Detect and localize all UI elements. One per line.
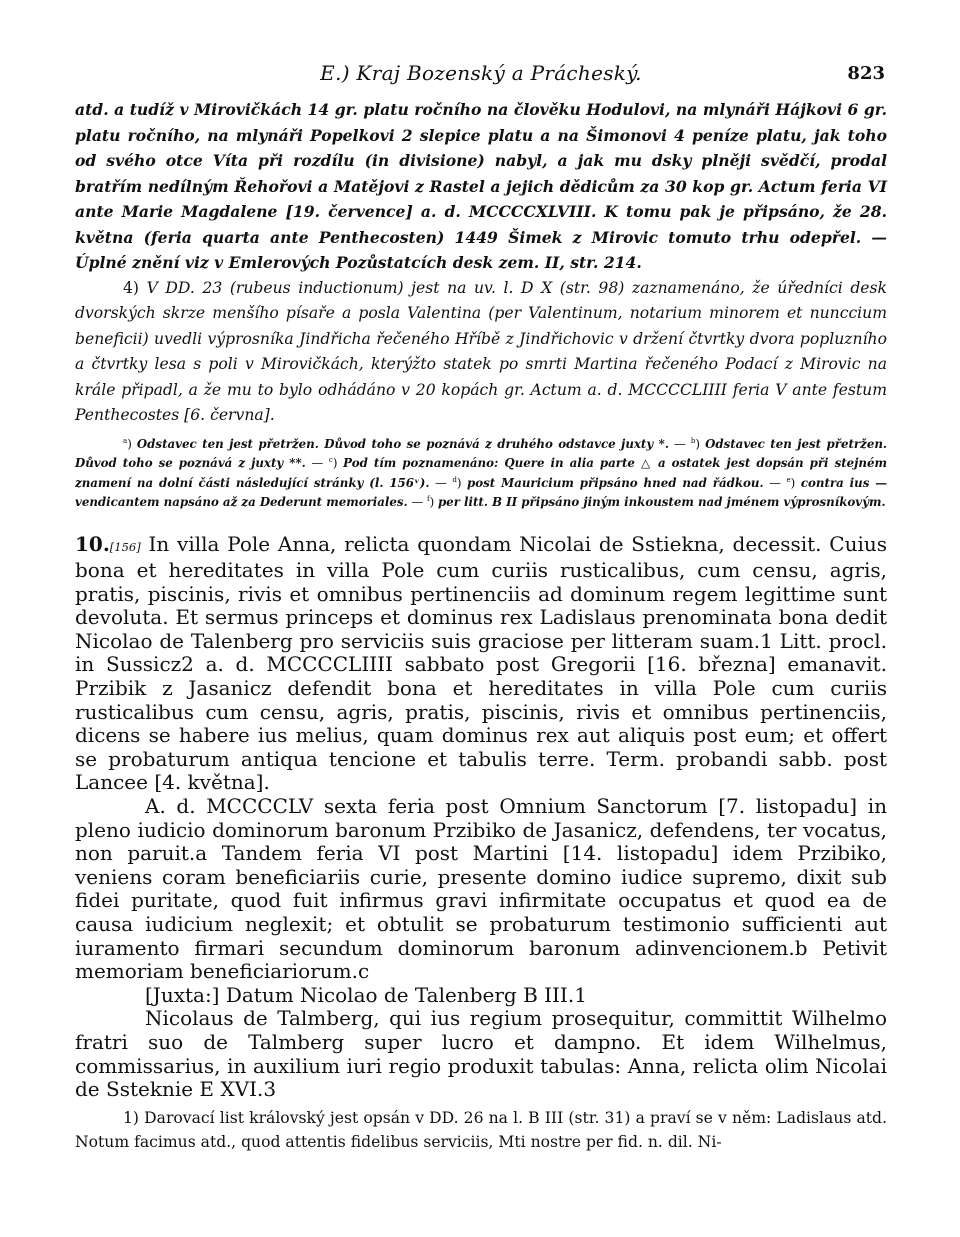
text-note-d-marker: $^d$) (452, 474, 468, 490)
text-note-c-marker: $^c$) (328, 455, 344, 470)
footnote-1-marker: 1) (123, 1108, 140, 1127)
running-head: E.) Kraj Bozenský a Prácheský. (320, 61, 642, 85)
entry-body (75, 533, 887, 1102)
folio-marker: [156] (109, 539, 141, 554)
footnote-1 (75, 1106, 887, 1154)
text-note-a-marker: $^a$) (123, 435, 137, 451)
page-header (75, 55, 887, 91)
entry-paragraph-3: [Juxta:] Datum Nicolao de Talenberg B III.1 (145, 982, 587, 1007)
editorial-notes (75, 97, 887, 429)
text-note-e: contra ius — vendicantem napsáno až za Dederunt memoriales. (75, 475, 888, 509)
entry-number: 10. (75, 531, 110, 556)
text-note-b-marker: $^b$) (690, 435, 706, 451)
entry-paragraph-4: Nicolaus de Talmberg, qui ius regium prosequitur, committit Wilhelmo fratri suo de Talmberg super lucro et dampno. Et idem Wilhelmus, commissarius, in auxilium iuri regio produxit tabulas: Anna, relicta olim Nicolai de Ssteknie E XVI.3 (75, 1006, 887, 1102)
note-4-text: V DD. 23 (rubeus inductionum) jest na uv. l. D X (str. 98) zaznamenáno, že úředníci desk dvorských skrze menšího písaře a posla Valentina (per Valentinum, notarium minorem et nunccium beneficii) uvedli výprosníka Jindřicha řečeného Hříbě z Jindřichovic v držení čtvrtky dvora popluzního a čtvrtky lesa s poli v Mirovičkách, kterýžto statek po smrti Martina řečeného Podací z Mirovic na krále připadl, a že mu to bylo odhádáno v 20 kopách gr. Actum a. d. MCCCCLIIII feria V ante festum Penthecostes [6. června]. (75, 278, 887, 424)
text-note-f: per litt. B II připsáno jiným inkoustem nad jménem výprosníkovým. (437, 495, 886, 509)
footnotes (75, 1106, 887, 1154)
footnote-1-text: Darovací list královský jest opsán v DD. 26 na l. B III (str. 31) a praví se v něm: Ladislaus atd. Notum facimus atd., quod attentis fidelibus serviciis, Mti nostre per fid. n. dil. Ni- (75, 1108, 887, 1151)
text-note-e-marker: $^e$) (786, 474, 801, 490)
text-critical-notes (75, 435, 887, 513)
entry-text-1: In villa Pole Anna, relicta quondam Nicolai de Sstiekna, decessit. Cuius bona et hereditates in villa Pole cum curiis rusticalibus, cum censu, agris, pratis, piscinis, rivis et omnibus pertinenciis ad dominum regem legittime sunt devoluta. Et sermus princeps et dominus rex Ladislaus prenominata bona dedit Nicolao de Talenberg pro serviciis suis graciose per litteram suam.1 Litt. procl. in Sussicz2 a. d. MCCCCLIIII sabbato post Gregorii [16. března] emanavit. Przibik z Jasanicz defendit bona et hereditates in villa Pole cum curiis rusticalibus cum censu, agris, pratis, piscinis, rivis et omnibus pertinenciis, dicens se habere ius melius, quam dominus rex aut aliquis post eum; et offert se probaturum antiqua tencione et tabulis terre. Term. probandi sabb. post Lancee [4. května]. (75, 531, 887, 795)
text-note-c: Pod tím poznamenáno: Quere in alia parte △ a ostatek jest dopsán při stejném znamení na dolní části následující stránky (l. 156ᵛ). (75, 456, 887, 490)
page-number: 823 (847, 63, 885, 84)
note-4 (75, 276, 887, 429)
entry-paragraph-2: A. d. MCCCCLV sexta feria post Omnium Sanctorum [7. listopadu] in pleno iudicio dominorum baronum Przibiko de Jasanicz, defendens, ter vocatus, non paruit.a Tandem feria VI post Martini [14. listopadu] idem Przibiko, veniens coram beneficiariis curie, presente domino iudice supremo, dixit sub fidei puritate, quod fuit infirmus gravi infirmitate occupatus et quod ea de causa iudicium neglexit; et obtulit se probaturum testimonio sufficienti aut iuramento firmari secundum dominorum baronum adinvencionem.b Petivit memoriam beneficiariorum.c (75, 794, 887, 984)
note-continuation: atd. a tudíž v Mirovičkách 14 gr. platu ročního na člověku Hodulovi, na mlynáři Hájkovi 6 gr. platu ročního, na mlynáři Popelkovi 2 slepice platu a na Šimonovi 4 peníze platu, jak toho od svého otce Víta při rozdílu (in divisione) nabyl, a jak mu dsky plněji svědčí, prodal bratřím nedílným Řehořovi a Matějovi z Rastel a jejich dědicům za 30 kop gr. Actum feria VI ante Marie Magdalene [19. července] a. d. MCCCCXLVIII. K tomu pak je připsáno, že 28. května (feria quarta ante Penthecosten) 1449 Šimek z Mirovic tomuto trhu odepřel. — Úplné znění viz v Emlerových Pozůstatcích desk zem. II, str. 214. (75, 100, 887, 272)
text-note-f-marker: $^f$) (426, 494, 438, 509)
text-notes-block: $^a$) Odstavec ten jest přetržen. Důvod toho se poznává z druhého odstavce juxty *. — $^b$) Odstavec ten jest přetržen. Důvod toho se poznává z juxty **. — $^c$) Pod tím poznamenáno: Quere in alia parte △ a ostatek jest dopsán při stejném znamení na dolní části následující stránky (l. 156ᵛ). — $^d$) post Mauricium připsáno hned nad řádkou. — $^e$) contra ius — vendicantem napsáno až za Dederunt memoriales. — $^f$) per litt. B II připsáno jiným inkoustem nad jménem výprosníkovým. (75, 435, 888, 509)
page (75, 55, 887, 1154)
text-note-b: Odstavec ten jest přetržen. Důvod toho se poznává z juxty **. (75, 436, 888, 470)
entry-paragraph-1 (75, 533, 887, 796)
text-note-a: Odstavec ten jest přetržen. Důvod toho se poznává z druhého odstavce juxty *. (136, 436, 669, 451)
text-note-d: post Mauricium připsáno hned nad řádkou. (467, 475, 764, 490)
note-4-marker: 4) (123, 278, 140, 297)
